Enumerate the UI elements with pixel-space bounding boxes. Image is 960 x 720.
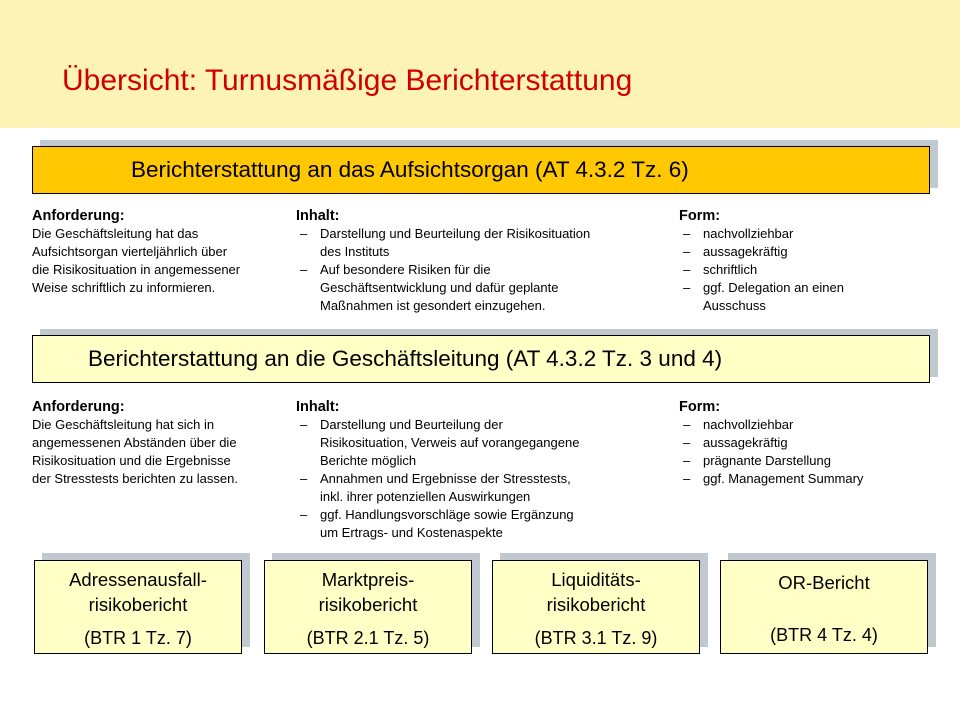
s1-inhalt (296, 207, 590, 315)
banner-box (32, 335, 930, 383)
list-item (679, 434, 863, 452)
list-item-line: – Darstellung und Beurteilung der Risikosituation (320, 226, 591, 241)
s2-inhalt-label: Inhalt: (296, 399, 340, 415)
report-name (721, 570, 927, 595)
report-name-line: Liquiditäts- (551, 569, 641, 590)
s1-anforderung-label: Anforderung: (32, 208, 125, 224)
list-item (679, 225, 844, 243)
report-name-line: risikobericht (318, 594, 418, 615)
list-item-line: – ggf. Handlungsvorschläge sowie Ergänzung (320, 507, 574, 522)
list-item-line: – nachvollziehbar (703, 226, 794, 241)
list-item-line: Berichte möglich (320, 453, 417, 468)
list-item-line: – ggf. Management Summary (703, 471, 864, 486)
banner-geschaeftsleitung (32, 335, 930, 383)
list-item-line: – prägnante Darstellung (703, 453, 831, 468)
list-item-line: um Ertrags- und Kostenaspekte (320, 525, 503, 540)
report-name-line: risikobericht (88, 594, 188, 615)
report-marktpreis (264, 560, 474, 654)
list-item (679, 279, 844, 315)
list-item-line: – schriftlich (703, 262, 758, 277)
s2-anforderung-line: der Stresstests berichten zu lassen. (32, 471, 238, 486)
report-adressenausfall (34, 560, 244, 654)
s2-form (679, 398, 863, 488)
list-item (296, 416, 579, 470)
s1-inhalt-list (296, 225, 590, 315)
list-item (296, 506, 579, 542)
list-item-line: – aussagekräftig (703, 435, 788, 450)
list-item (679, 261, 844, 279)
s1-inhalt-label: Inhalt: (296, 208, 340, 224)
report-name-line: risikobericht (546, 594, 646, 615)
list-item (296, 261, 590, 315)
report-ref: (BTR 1 Tz. 7) (84, 628, 192, 648)
report-box (264, 560, 472, 654)
list-item (679, 416, 863, 434)
s1-form (679, 207, 844, 315)
report-name (265, 567, 471, 617)
page-title: Übersicht: Turnusmäßige Berichterstattung (62, 64, 633, 97)
list-item (296, 225, 590, 261)
s1-anforderung (32, 207, 240, 297)
s2-anforderung-line: Die Geschäftsleitung hat sich in (32, 417, 215, 432)
report-name (493, 567, 699, 617)
report-ref: (BTR 2.1 Tz. 5) (306, 628, 430, 648)
report-liquiditaet (492, 560, 702, 654)
list-item-line: – aussagekräftig (703, 244, 788, 259)
s2-form-label: Form: (679, 399, 721, 415)
list-item-line: inkl. ihrer potenziellen Auswirkungen (320, 489, 531, 504)
banner-aufsichtsorgan (32, 146, 930, 194)
list-item-line: Geschäftsentwicklung und dafür geplante (320, 280, 559, 295)
report-name-line: Adressenausfall- (69, 569, 207, 590)
list-item (679, 470, 863, 488)
s2-anforderung (32, 398, 238, 488)
report-box (34, 560, 242, 654)
report-ref: (BTR 4 Tz. 4) (770, 625, 878, 645)
report-box (492, 560, 700, 654)
s1-form-list (679, 225, 844, 315)
s1-anforderung-line: Die Geschäftsleitung hat das (32, 226, 199, 241)
list-item-line: Risikosituation, Verweis auf vorangegangene (320, 435, 580, 450)
list-item-line: Maßnahmen ist gesondert einzugehen. (320, 298, 546, 313)
list-item-line: – Annahmen und Ergebnisse der Stresstests, (320, 471, 571, 486)
list-item (679, 243, 844, 261)
s2-anforderung-line: Risikosituation und die Ergebnisse (32, 453, 231, 468)
banner-text: Berichterstattung an die Geschäftsleitung (AT 4.3.2 Tz. 3 und 4) (88, 346, 723, 371)
s2-inhalt-list (296, 416, 579, 542)
list-item-line: des Instituts (320, 244, 390, 259)
s2-anforderung-line: angemessenen Abständen über die (32, 435, 237, 450)
report-name-line: Marktpreis- (321, 569, 415, 590)
s2-inhalt (296, 398, 579, 542)
report-box (720, 560, 928, 654)
list-item-line: – Auf besondere Risiken für die (320, 262, 491, 277)
s1-anforderung-line: die Risikosituation in angemessener (32, 262, 241, 277)
banner-box (32, 146, 930, 194)
banner-text: Berichterstattung an das Aufsichtsorgan (AT 4.3.2 Tz. 6) (131, 157, 689, 182)
list-item-line: Ausschuss (703, 298, 766, 313)
report-or (720, 560, 930, 654)
list-item (296, 470, 579, 506)
list-item-line: – Darstellung und Beurteilung der (320, 417, 503, 432)
list-item-line: – ggf. Delegation an einen (703, 280, 844, 295)
report-name (35, 567, 241, 617)
s1-anforderung-line: Aufsichtsorgan vierteljährlich über (32, 244, 228, 259)
report-name-line: OR-Bericht (778, 572, 870, 593)
s1-form-label: Form: (679, 208, 721, 224)
s2-form-list (679, 416, 863, 488)
list-item (679, 452, 863, 470)
report-ref: (BTR 3.1 Tz. 9) (534, 628, 658, 648)
s1-anforderung-line: Weise schriftlich zu informieren. (32, 280, 216, 295)
list-item-line: – nachvollziehbar (703, 417, 794, 432)
s2-anforderung-label: Anforderung: (32, 399, 125, 415)
